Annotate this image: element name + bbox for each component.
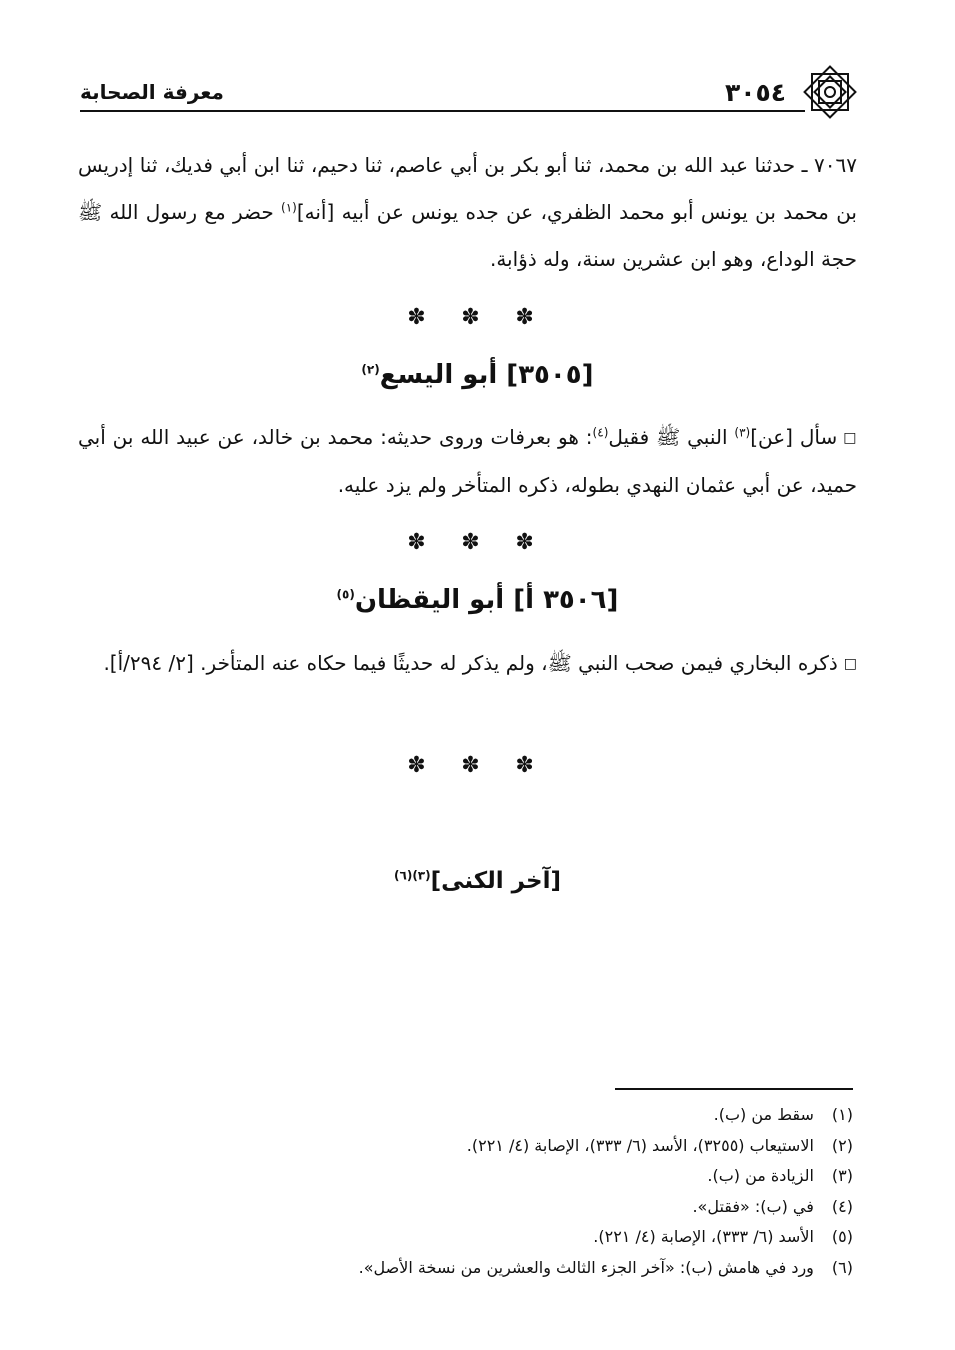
entry-body-3505	[78, 414, 857, 509]
footnote-ref: (٣)	[734, 425, 751, 440]
entry-title-3505	[0, 360, 955, 390]
entry-text-part1: سأل [عن]	[750, 425, 838, 449]
closing-title	[0, 868, 955, 894]
footnote-text: الاستيعاب (٣٢٥٥)، الأسد (٦/ ٣٣٣)، الإصابة (٤/ ٢٢١).	[466, 1135, 814, 1155]
footnote-item	[80, 1253, 853, 1284]
footnote-ref: (٤)	[592, 425, 609, 440]
footnote-item	[80, 1161, 853, 1192]
section-separator: ✽ ✽ ✽	[407, 753, 548, 778]
footnote-text: سقط من (ب).	[713, 1105, 814, 1124]
square-bullet-icon: □	[843, 430, 857, 446]
footnote-ref: (٥)	[336, 587, 355, 602]
running-title: معرفة الصحابة	[80, 80, 224, 104]
entry-title-3506	[0, 585, 955, 615]
entry-text: ذكره البخاري فيمن صحب النبي ﷺ، ولم يذكر له حديثًا فيما حكاه عنه المتأخر. [٢/ ٢٩٤/أ].	[103, 651, 838, 675]
footnote-item	[80, 1100, 853, 1131]
section-separator: ✽ ✽ ✽	[407, 305, 548, 330]
footnote-text: في (ب): «فقتل».	[692, 1196, 814, 1216]
square-bullet-icon: □	[843, 656, 857, 672]
hadith-text-tail: حضر مع رسول الله ﷺ حجة الوداع، وهو ابن عشرين سنة، وله ذؤابة.	[78, 200, 857, 271]
entry-text-part2: النبي ﷺ فقيل	[608, 425, 735, 449]
footnote-ref: (١)	[281, 200, 297, 215]
entry-title-text: [٣٥٠٥] أبو اليسع	[379, 360, 594, 390]
footnote-number: (٢)	[831, 1135, 853, 1155]
footnote-item	[80, 1222, 853, 1253]
entry-body-3506	[78, 640, 857, 688]
closing-title-text: [آخر الكنى]	[430, 868, 561, 894]
footnote-item	[80, 1131, 853, 1162]
octagram-ornament-icon	[800, 62, 860, 122]
entry-text-part3: : هو بعرفات وروى حديثه: محمد بن خالد، عن عبيد الله بن أبي حميد، عن أبي عثمان النهدي بطوله، ذكره المتأخر ولم يزد عليه.	[78, 425, 857, 497]
page-number: ٣٠٥٤	[724, 77, 786, 107]
hadith-text: ٧٠٦٧ ـ حدثنا عبد الله بن محمد، ثنا أبو بكر بن أبي عاصم، ثنا دحيم، ثنا ابن أبي فديك، ثنا إدريس بن محمد بن يونس أبو محمد الظفري، عن جده يونس عن أبيه [أنه]	[78, 153, 857, 224]
footnote-ref: (٢)	[361, 362, 380, 377]
footnote-number: (١)	[831, 1105, 853, 1124]
entry-title-text: [٣٥٠٦ أ] أبو اليقظان	[354, 585, 619, 615]
footnote-text: ورد في هامش (ب): «آخر الجزء الثالث والعشرين من نسخة الأصل».	[358, 1257, 814, 1277]
hadith-7067	[78, 142, 857, 283]
footnote-ref: (٣)(٦)	[394, 868, 431, 883]
footnotes-list	[80, 1100, 853, 1283]
header-rule	[80, 110, 805, 112]
footnote-item	[80, 1192, 853, 1223]
footnote-number: (٥)	[831, 1227, 853, 1246]
page-header	[80, 72, 860, 112]
section-separator: ✽ ✽ ✽	[407, 530, 548, 555]
footnote-text: الزيادة من (ب).	[707, 1166, 814, 1185]
footnote-text: الأسد (٦/ ٣٣٣)، الإصابة (٤/ ٢٢١).	[593, 1227, 814, 1246]
footnote-number: (٣)	[831, 1166, 853, 1185]
footnote-rule	[615, 1088, 853, 1090]
header-right	[725, 62, 860, 122]
footnote-number: (٤)	[831, 1196, 853, 1216]
footnote-number: (٦)	[831, 1257, 853, 1277]
